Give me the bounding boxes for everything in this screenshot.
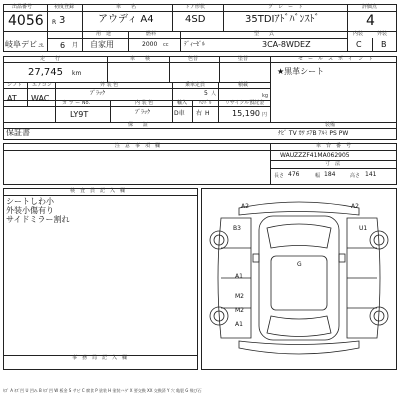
exterior-grade: B bbox=[381, 40, 387, 49]
month-unit: 月 bbox=[72, 42, 79, 49]
shift: AT bbox=[7, 94, 17, 103]
load-label: 積載 bbox=[238, 82, 249, 88]
usage: 自家用 bbox=[90, 40, 114, 49]
mark-b3: B3 bbox=[233, 225, 241, 232]
shift-label: シフト bbox=[7, 82, 23, 88]
length-label: 長さ bbox=[274, 173, 285, 179]
sales-points-label: セ ー ル ス ポ イ ン ト bbox=[298, 56, 374, 62]
import-type: D車 bbox=[174, 110, 185, 117]
mark-a1-left: A1 bbox=[235, 273, 243, 280]
mark-g: G bbox=[297, 261, 302, 268]
lot-number: 4056 bbox=[8, 13, 44, 29]
year: 3 bbox=[59, 15, 66, 26]
chassis-no: WAUZZZF41MA062905 bbox=[280, 152, 350, 159]
model: 3CA-8WDEZ bbox=[262, 40, 311, 49]
car-name: アウディ A4 bbox=[98, 14, 154, 25]
length: 476 bbox=[288, 171, 300, 178]
dimensions-label: 寸 法 bbox=[325, 161, 341, 167]
exterior-color: ﾌﾞﾗｯｸ bbox=[90, 90, 106, 97]
score-label: 評価点 bbox=[362, 4, 378, 10]
caution-label: 注 意 事 項 欄 bbox=[115, 143, 161, 149]
mileage: 27,745 bbox=[28, 67, 63, 78]
ac: WAC bbox=[31, 94, 50, 103]
car-diagram bbox=[201, 188, 397, 370]
legend: ｷｽﾞ A ｷｽﾞ凹 U 凹み B ｷｽﾞ凹 W 板金 S サビ C 腐食 P 塗装 H 塗装ハゲ X 要交換 XX 交換済 Y 穴 亀裂 G 飛び石 bbox=[3, 388, 202, 393]
mark-a2-front-right: A2 bbox=[351, 203, 359, 210]
handle-label: ﾊﾝﾄﾞﾙ bbox=[199, 100, 212, 106]
sales-point: ★黒革シート bbox=[277, 67, 325, 76]
mark-u1: U1 bbox=[359, 225, 368, 232]
width: 184 bbox=[324, 171, 336, 178]
grade-label: グ レ ー ド bbox=[268, 4, 304, 10]
mark-a1-lower: A1 bbox=[235, 321, 243, 328]
exterior-label: 外装 bbox=[377, 31, 388, 37]
capacity: 5 bbox=[204, 90, 208, 97]
color-no-label: カ ラ ー No. bbox=[62, 100, 91, 106]
office-title: 事 務 局 記 入 欄 bbox=[72, 355, 128, 361]
front-bumper-outline bbox=[239, 202, 359, 215]
handle: 右 bbox=[196, 110, 203, 117]
capacity-unit: 人 bbox=[211, 91, 217, 97]
equipment-label: 装備 bbox=[325, 122, 336, 128]
venue: 岐阜デビュ bbox=[5, 40, 45, 49]
usage-label: 用 途 bbox=[96, 31, 112, 37]
import-label: 輸入 bbox=[177, 100, 188, 106]
capacity-label: 乗車定員 bbox=[185, 82, 206, 88]
inspection-label: 車 検 bbox=[130, 56, 151, 62]
rear-bumper-outline bbox=[239, 341, 359, 354]
name-label: 車 名 bbox=[116, 4, 137, 10]
inspection-line-3: サイドミラー割れ bbox=[6, 215, 70, 224]
grade: 35TDIｱﾄﾞﾊﾞﾝｽﾄﾞ bbox=[245, 14, 320, 25]
displacement: 2000 bbox=[142, 41, 158, 48]
ac-label: エアコン bbox=[32, 82, 52, 88]
door-type: 4SD bbox=[185, 14, 206, 25]
inspection-line-1: シートしわ小 bbox=[6, 197, 54, 206]
height: 141 bbox=[365, 171, 377, 178]
recycle-unit: 円 bbox=[262, 112, 268, 118]
era: R bbox=[52, 19, 57, 26]
chassis-no-label: 車 台 番 号 bbox=[316, 143, 352, 149]
model-label: 型 式 bbox=[254, 31, 275, 37]
interior-color-label: 内 装 色 bbox=[135, 100, 154, 106]
mark-a2-front: A2 bbox=[241, 203, 249, 210]
handle-unit: H bbox=[205, 110, 210, 117]
interior-color: ﾌﾞﾗｯｸ bbox=[135, 109, 151, 116]
width-label: 幅 bbox=[315, 173, 321, 179]
color-no: LY9T bbox=[70, 110, 89, 119]
score: 4 bbox=[366, 13, 375, 29]
month: 6 bbox=[60, 41, 66, 50]
load-unit: kg bbox=[262, 93, 269, 99]
first-reg-label: 初度登録 bbox=[54, 4, 75, 10]
displacement-unit: cc bbox=[163, 42, 169, 48]
inspection-line-2: 外装小傷有り bbox=[6, 206, 54, 215]
inspection-title: 検 査 員 記 入 欄 bbox=[70, 188, 126, 194]
warranty: 保証書 bbox=[6, 128, 30, 137]
spare-label: 保 証 bbox=[128, 122, 149, 128]
interior-grade: C bbox=[356, 40, 362, 49]
mark-m2-lower: M2 bbox=[235, 307, 244, 314]
recycle: 15,190 bbox=[232, 109, 260, 118]
equipment: ﾅﾋﾞ TV ｶﾜ ｴｱB ｱﾙﾐ PS PW bbox=[278, 130, 349, 137]
height-label: 高さ bbox=[350, 173, 361, 179]
exterior-color-label: 外 装 色 bbox=[100, 82, 119, 88]
fuel: ﾃﾞｨｰｾﾞﾙ bbox=[184, 41, 206, 48]
recycle-label: リサイクル預託金 bbox=[225, 100, 265, 106]
mileage-label: 走 行 bbox=[40, 56, 61, 62]
change-label: 色替 bbox=[188, 56, 199, 62]
interior-label: 内装 bbox=[353, 31, 364, 37]
mileage-unit: km bbox=[72, 70, 82, 77]
door-label: ドア形状 bbox=[185, 4, 205, 10]
mark-m2-upper: M2 bbox=[235, 293, 244, 300]
lot-label: 出品番号 bbox=[12, 4, 33, 10]
chassis-paint-label: 塗替 bbox=[238, 56, 249, 62]
fuel-label: 燃料 bbox=[146, 31, 157, 37]
